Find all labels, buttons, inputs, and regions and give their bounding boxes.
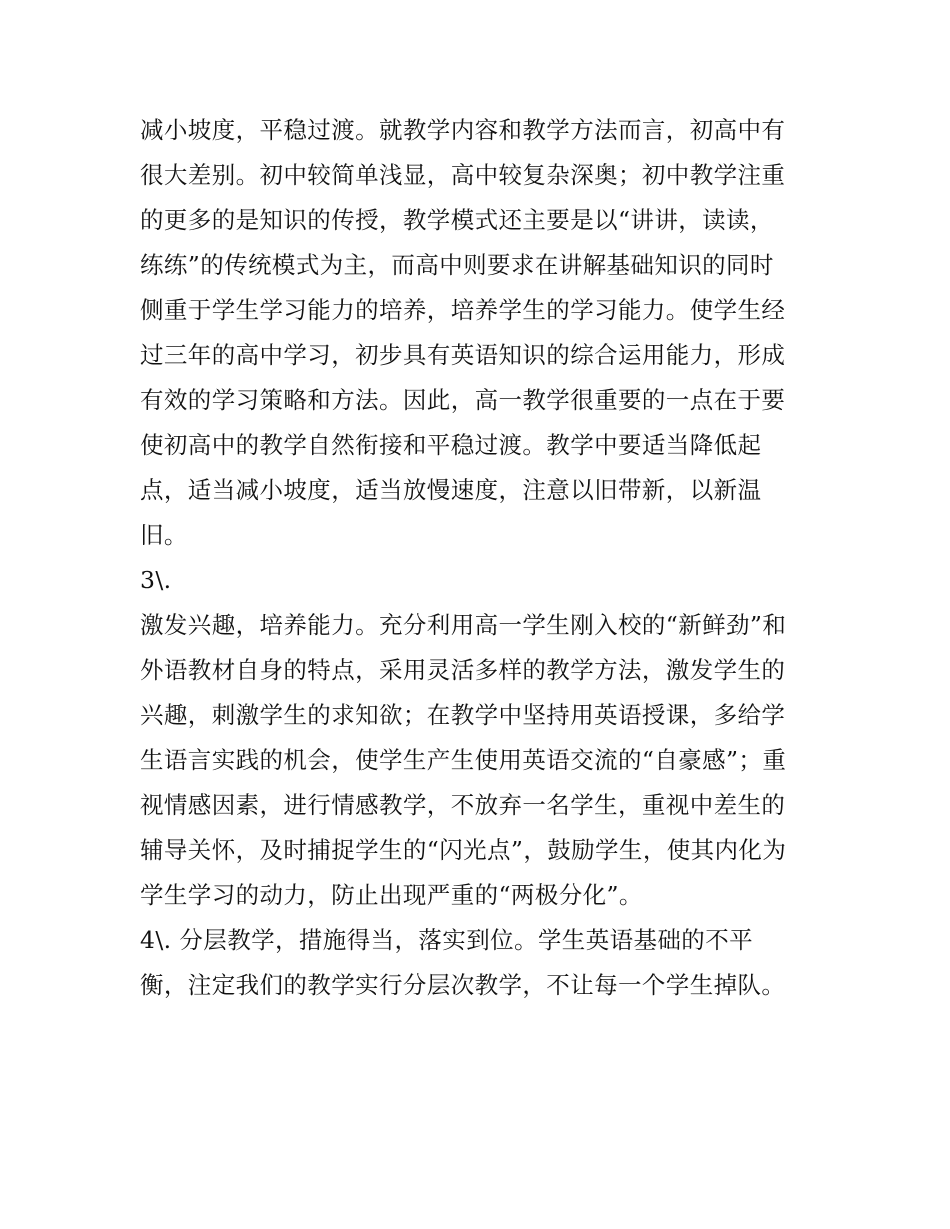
text-line: 激发兴趣，培养能力。充分利用高一学生刚入校的“新鲜劲”和 [140,611,787,639]
text-line: 侧重于学生学习能力的培养，培养学生的学习能力。使学生经 [140,296,786,324]
text-line: 练练”的传统模式为主，而高中则要求在讲解基础知识的同时 [140,251,774,279]
text-line: 外语教材自身的特点，采用灵活多样的教学方法，激发学生的 [140,656,786,684]
section-number: 3\. [140,566,172,594]
text-line: 的更多的是知识的传授，教学模式还主要是以“讲讲，读读， [140,206,774,234]
document-body [140,108,820,1008]
text-line: 兴趣，刺激学生的求知欲；在教学中坚持用英语授课，多给学 [140,701,786,729]
text-line: 减小坡度，平稳过渡。就教学内容和教学方法而言，初高中有 [140,116,786,144]
text-line: 点，适当减小坡度，适当放慢速度，注意以旧带新，以新温 [140,476,762,504]
text-line: 学生学习的动力，防止出现严重的“两极分化”。 [140,881,643,909]
text-line: 旧。 [140,521,188,549]
text-line: 辅导关怀，及时捕捉学生的“闪光点”，鼓励学生，使其内化为 [140,836,787,864]
text-line: 4\. 分层教学，措施得当，落实到位。学生英语基础的不平 [140,926,754,954]
text-line: 视情感因素，进行情感教学，不放弃一名学生，重视中差生的 [140,791,786,819]
text-line: 使初高中的教学自然衔接和平稳过渡。教学中要适当降低起 [140,431,762,459]
text-line: 有效的学习策略和方法。因此，高一教学很重要的一点在于要 [140,386,786,414]
text-line: 过三年的高中学习，初步具有英语知识的综合运用能力，形成 [140,341,786,369]
text-line: 衡，注定我们的教学实行分层次教学，不让每一个学生掉队。 [140,971,786,999]
text-line: 生语言实践的机会，使学生产生使用英语交流的“自豪感”；重 [140,746,787,774]
text-line: 很大差别。初中较简单浅显，高中较复杂深奥；初中教学注重 [140,161,786,189]
